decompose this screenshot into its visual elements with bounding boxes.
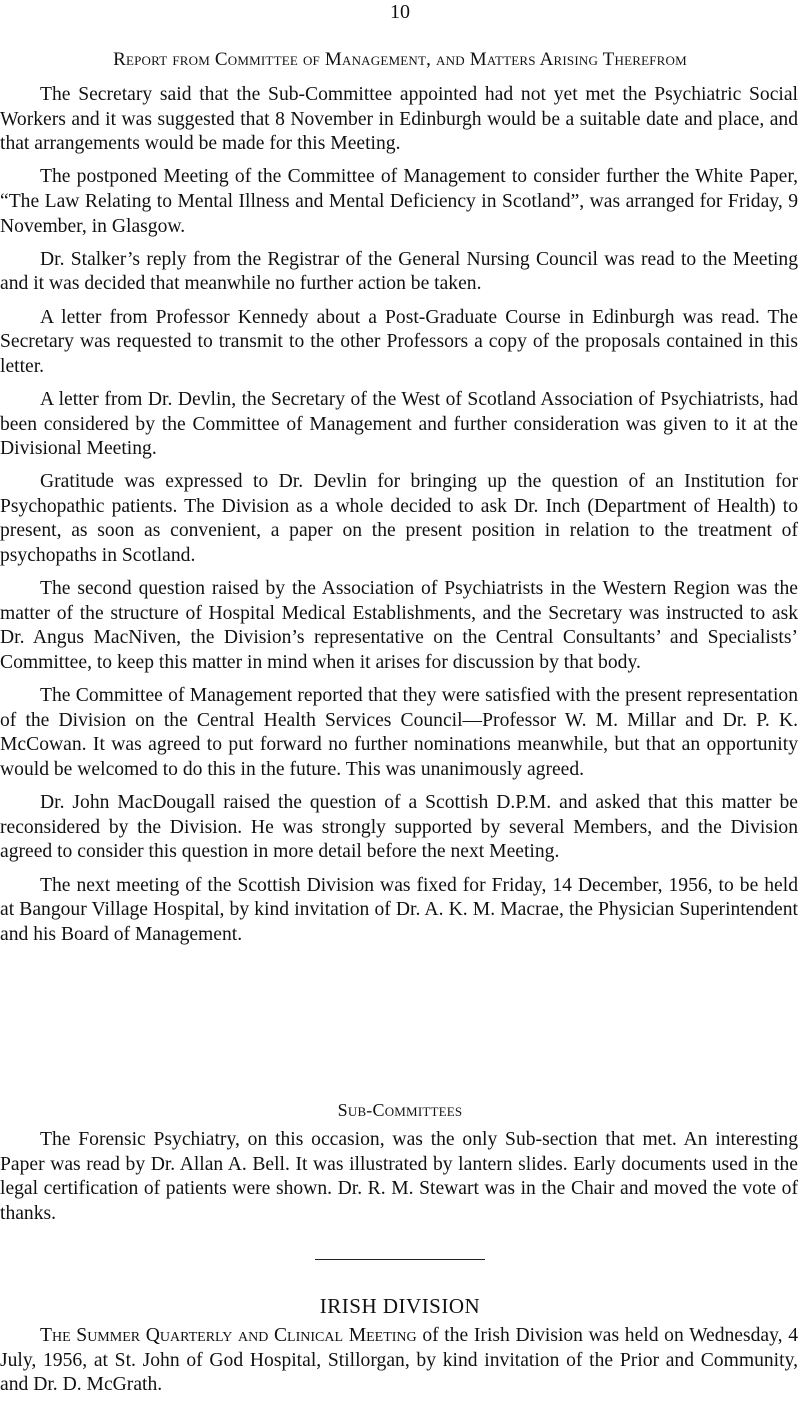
report-paragraph-5: A letter from Dr. Devlin, the Secretary of the West of Scotland Association of Psychiatrists, had been considered by the Committee of Management and further consideration was given to it at the Divisional Meeting. bbox=[0, 388, 798, 460]
report-section-heading: Report from Committee of Management, and Matters Arising Therefrom bbox=[113, 49, 687, 70]
page-number: 10 bbox=[390, 1, 410, 23]
irish-division-paragraph-text: of the Irish Division was held on Wednesday, 4 July, 1956, at St. John of God Hospital, Stillorgan, by kind invitation of the Prior and Community, and Dr. D. McGrath. bbox=[0, 1325, 798, 1396]
report-paragraph-4: A letter from Professor Kennedy about a Post-Graduate Course in Edinburgh was read. The Secretary was requested to transmit to the other Professors a copy of the proposals contained in this letter. bbox=[0, 306, 798, 377]
irish-division-lead-in: The Summer Quarterly and Clinical Meeting bbox=[40, 1325, 417, 1346]
irish-division-heading: IRISH DIVISION bbox=[319, 1294, 481, 1318]
report-paragraph-1: The Secretary said that the Sub-Committee appointed had not yet met the Psychiatric Social Workers and it was suggested that 8 November in Edinburgh would be a suitable date and place, and that arrangements would be made for this Meeting. bbox=[0, 84, 798, 155]
report-paragraph-6: Gratitude was expressed to Dr. Devlin for bringing up the question of an Institution for Psychopathic patients. The Division as a whole decided to ask Dr. Inch (Department of Health) to present, as soon as convenient, a paper on the present position in relation to the treatment of psychopaths in Scotland. bbox=[0, 471, 798, 567]
report-paragraph-2: The postponed Meeting of the Committee of Management to consider further the White Paper, “The Law Relating to Mental Illness and Mental Deficiency in Scotland”, was arranged for Friday, 9 November, in Glasgow. bbox=[0, 166, 798, 237]
report-paragraph-9: Dr. John MacDougall raised the question of a Scottish D.P.M. and asked that this matter be reconsidered by the Division. He was strongly supported by several Members, and the Division agreed to consider this question in more detail before the next Meeting. bbox=[0, 792, 798, 863]
section-divider-rule bbox=[315, 1259, 485, 1260]
irish-division-paragraph-1 bbox=[0, 1324, 798, 1398]
sub-committees-body bbox=[0, 1128, 798, 1235]
irish-division-body bbox=[0, 1324, 798, 1406]
report-section-body bbox=[0, 83, 798, 956]
sub-committees-paragraph-1: The Forensic Psychiatry, on this occasion, was the only Sub-section that met. An interesting Paper was read by Dr. Allan A. Bell. It was illustrated by lantern slides. Early documents used in the legal certification of patients were shown. Dr. R. M. Stewart was in the Chair and moved the vote of thanks. bbox=[0, 1129, 798, 1224]
report-paragraph-3: Dr. Stalker’s reply from the Registrar of the General Nursing Council was read to the Meeting and it was decided that meanwhile no further action be taken. bbox=[0, 248, 798, 295]
report-paragraph-8: The Committee of Management reported that they were satisfied with the present representation of the Division on the Central Health Services Council—Professor W. M. Millar and Dr. P. K. McCowan. It was agreed to put forward no further nominations meanwhile, but that an opportunity would be welcomed to do this in the future. This was unanimously agreed. bbox=[0, 685, 798, 780]
report-paragraph-10: The next meeting of the Scottish Division was fixed for Friday, 14 December, 1956, to be held at Bangour Village Hospital, by kind invitation of Dr. A. K. M. Macrae, the Physician Superintendent and his Board of Management. bbox=[0, 874, 798, 945]
report-paragraph-7: The second question raised by the Association of Psychiatrists in the Western Region was the matter of the structure of Hospital Medical Establishments, and the Secretary was instructed to ask Dr. Angus MacNiven, the Division’s representative on the Central Consultants’ and Specialists’ Committee, to keep this matter in mind when it arises for discussion by that body. bbox=[0, 578, 798, 674]
sub-committees-heading: Sub-Committees bbox=[337, 1100, 463, 1120]
